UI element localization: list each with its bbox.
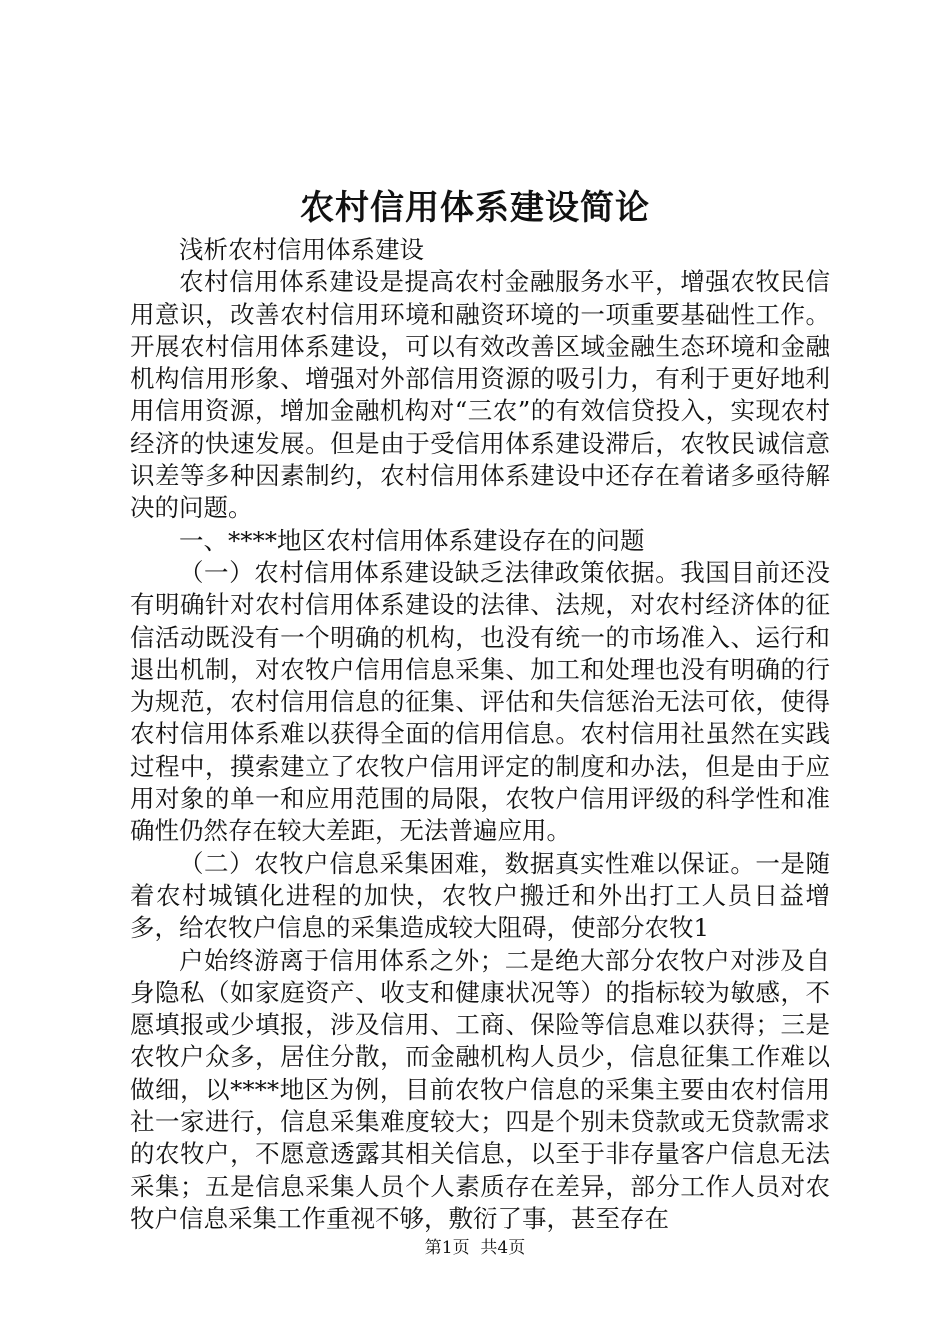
paragraph-continued: 户始终游离于信用体系之外；二是绝大部分农牧户对涉及自身隐私（如家庭资产、收支和健康状况等）的指标较为敏感，不愿填报或少填报，涉及信用、工商、保险等信息难以获得；三是农牧户众多，居住分散，而金融机构人员少，信息征集工作难以做细，以****地区为例，目前农牧户信息的采集主要由农村信用社一家进行，信息采集难度较大；四是个别未贷款或无贷款需求的农牧户，不愿意透露其相关信息，以至于非存量客户信息无法采集；五是信息采集人员个人素质存在差异，部分工作人员对农牧户信息采集工作重视不够，敷衍了事，甚至存在 xyxy=(130,945,830,1233)
paragraph-item-2: （二）农牧户信息采集困难，数据真实性难以保证。一是随着农村城镇化进程的加快，农牧户搬迁和外出打工人员日益增多，给农牧户信息的采集造成较大阻碍，使部分农牧1 xyxy=(130,848,830,943)
paragraph-item-1: （一）农村信用体系建设缺乏法律政策依据。我国目前还没有明确针对农村信用体系建设的法律、法规，对农村经济体的征信活动既没有一个明确的机构，也没有统一的市场准入、运行和退出机制，对农牧户信用信息采集、加工和处理也没有明确的行为规范，农村信用信息的征集、评估和失信惩治无法可依，使得农村信用体系难以获得全面的信用信息。农村信用社虽然在实践过程中，摸索建立了农牧户信用评定的制度和办法，但是由于应用对象的单一和应用范围的局限，农牧户信用评级的科学性和准确性仍然存在较大差距，无法普遍应用。 xyxy=(130,557,830,846)
document-body xyxy=(130,234,830,1235)
paragraph-intro: 农村信用体系建设是提高农村金融服务水平，增强农牧民信用意识，改善农村信用环境和融资环境的一项重要基础性工作。开展农村信用体系建设，可以有效改善区域金融生态环境和金融机构信用形象、增强对外部信用资源的吸引力，有利于更好地利用信用资源，增加金融机构对“三农”的有效信贷投入，实现农村经济的快速发展。但是由于受信用体系建设滞后，农牧民诚信意识差等多种因素制约，农村信用体系建设中还存在着诸多亟待解决的问题。 xyxy=(130,267,830,523)
section-heading: 一、****地区农村信用体系建设存在的问题 xyxy=(179,525,645,555)
page-footer xyxy=(0,1236,950,1260)
page-number: 第1页 共4页 xyxy=(424,1238,526,1258)
paragraph-subtitle: 浅析农村信用体系建设 xyxy=(179,235,424,264)
document-title: 农村信用体系建设简论 xyxy=(300,188,650,228)
